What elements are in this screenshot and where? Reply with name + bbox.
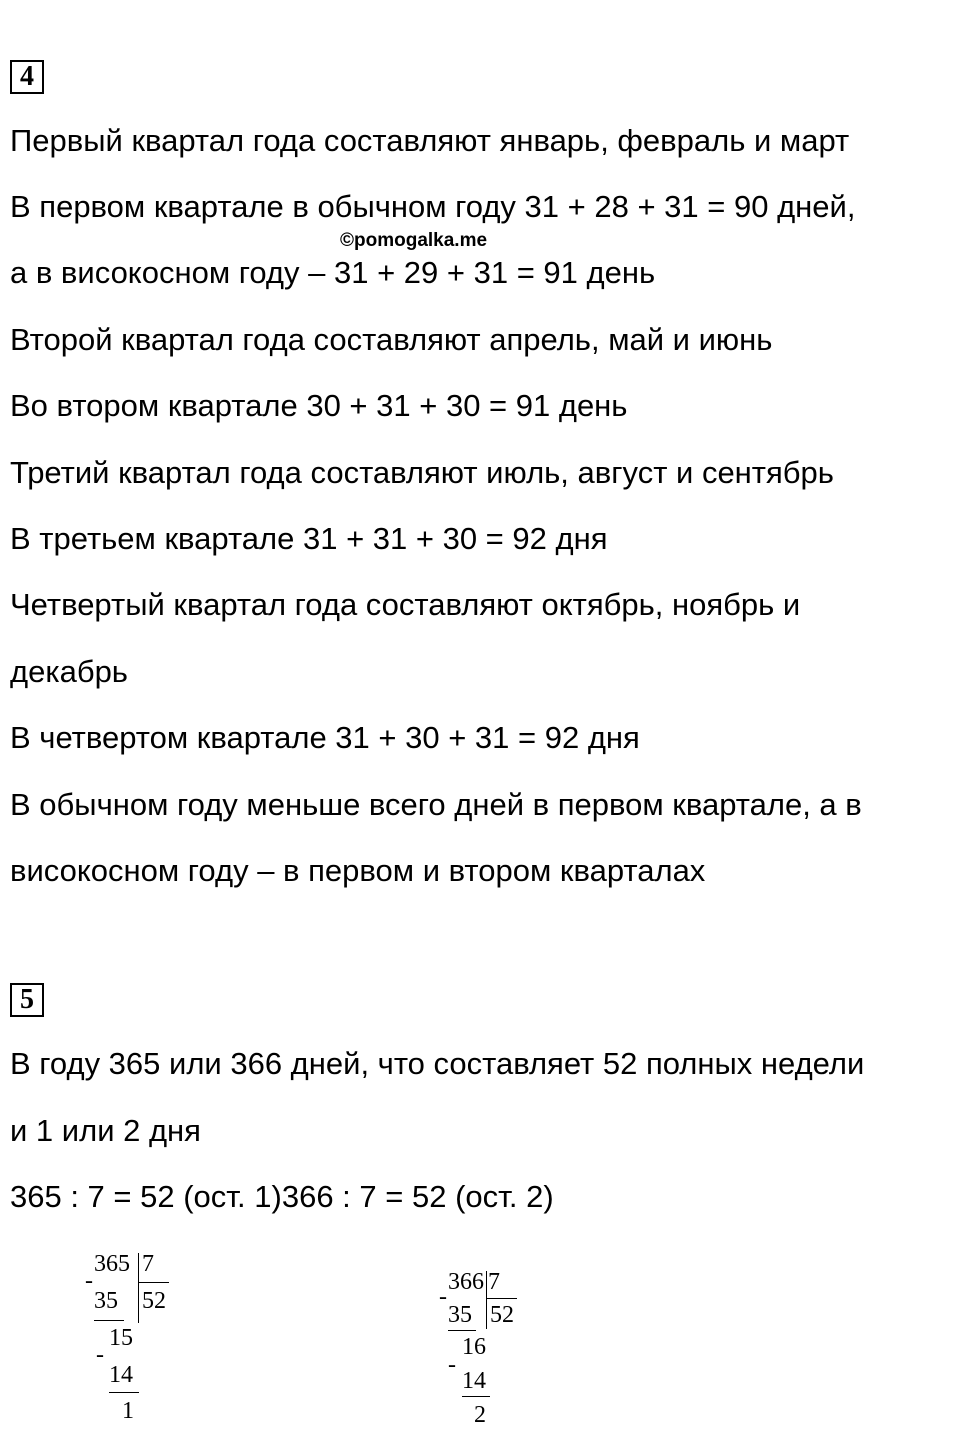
subtrahend-2: 14: [462, 1368, 486, 1394]
task4-line-12: високосном году – в первом и втором кварталах: [10, 853, 706, 888]
task4-line-11: В обычном году меньше всего дней в первом квартале, а в: [10, 787, 862, 822]
task4-line-8: Четвертый квартал года составляют октябрь, ноябрь и: [10, 587, 801, 622]
division-quotient-line: [487, 1298, 517, 1299]
task-number-4: 4: [10, 60, 44, 94]
task4-line-10: В четвертом квартале 31 + 30 + 31 = 92 дня: [10, 720, 640, 755]
remainder: 1: [122, 1398, 134, 1424]
dividend: 366: [448, 1269, 484, 1295]
quotient: 52: [490, 1302, 514, 1328]
task5-line-2: и 1 или 2 дня: [10, 1113, 201, 1148]
division-vertical-line: [138, 1253, 139, 1323]
task5-line-3: 365 : 7 = 52 (ост. 1)366 : 7 = 52 (ост. 2): [10, 1179, 554, 1214]
task4-line-4: Второй квартал года составляют апрель, май и июнь: [10, 322, 773, 357]
quotient: 52: [142, 1288, 166, 1314]
subtraction-line-2: [462, 1396, 490, 1397]
dividend: 365: [94, 1251, 130, 1277]
subtrahend-1: 35: [94, 1288, 118, 1314]
minus-sign: -: [85, 1268, 93, 1294]
partial-remainder: 15: [109, 1325, 133, 1351]
task5-line-1: В году 365 или 366 дней, что составляет 52 полных недели: [10, 1046, 865, 1081]
divisor: 7: [488, 1269, 500, 1295]
subtraction-line-1: [94, 1320, 124, 1321]
task-number-5: 5: [10, 983, 44, 1017]
divisor: 7: [142, 1251, 154, 1277]
task4-line-5: Во втором квартале 30 + 31 + 30 = 91 день: [10, 388, 628, 423]
task4-line-6: Третий квартал года составляют июль, август и сентябрь: [10, 455, 834, 490]
minus-sign: -: [96, 1342, 104, 1368]
subtrahend-1: 35: [448, 1302, 472, 1328]
partial-remainder: 16: [462, 1334, 486, 1360]
watermark: ©pomogalka.me: [340, 230, 488, 251]
subtrahend-2: 14: [109, 1362, 133, 1388]
division-quotient-line: [139, 1282, 169, 1283]
task4-line-9: декабрь: [10, 654, 128, 689]
division-vertical-line: [486, 1271, 487, 1329]
task4-line-1: Первый квартал года составляют январь, февраль и март: [10, 123, 850, 158]
subtraction-line-1: [448, 1330, 476, 1331]
subtraction-line-2: [109, 1392, 139, 1393]
task4-line-7: В третьем квартале 31 + 31 + 30 = 92 дня: [10, 521, 608, 556]
task4-line-2: В первом квартале в обычном году 31 + 28 + 31 = 90 дней,: [10, 189, 856, 224]
remainder: 2: [474, 1402, 486, 1428]
task4-line-3: а в високосном году – 31 + 29 + 31 = 91 день: [10, 255, 656, 290]
minus-sign: -: [439, 1284, 447, 1310]
minus-sign: -: [448, 1352, 456, 1378]
